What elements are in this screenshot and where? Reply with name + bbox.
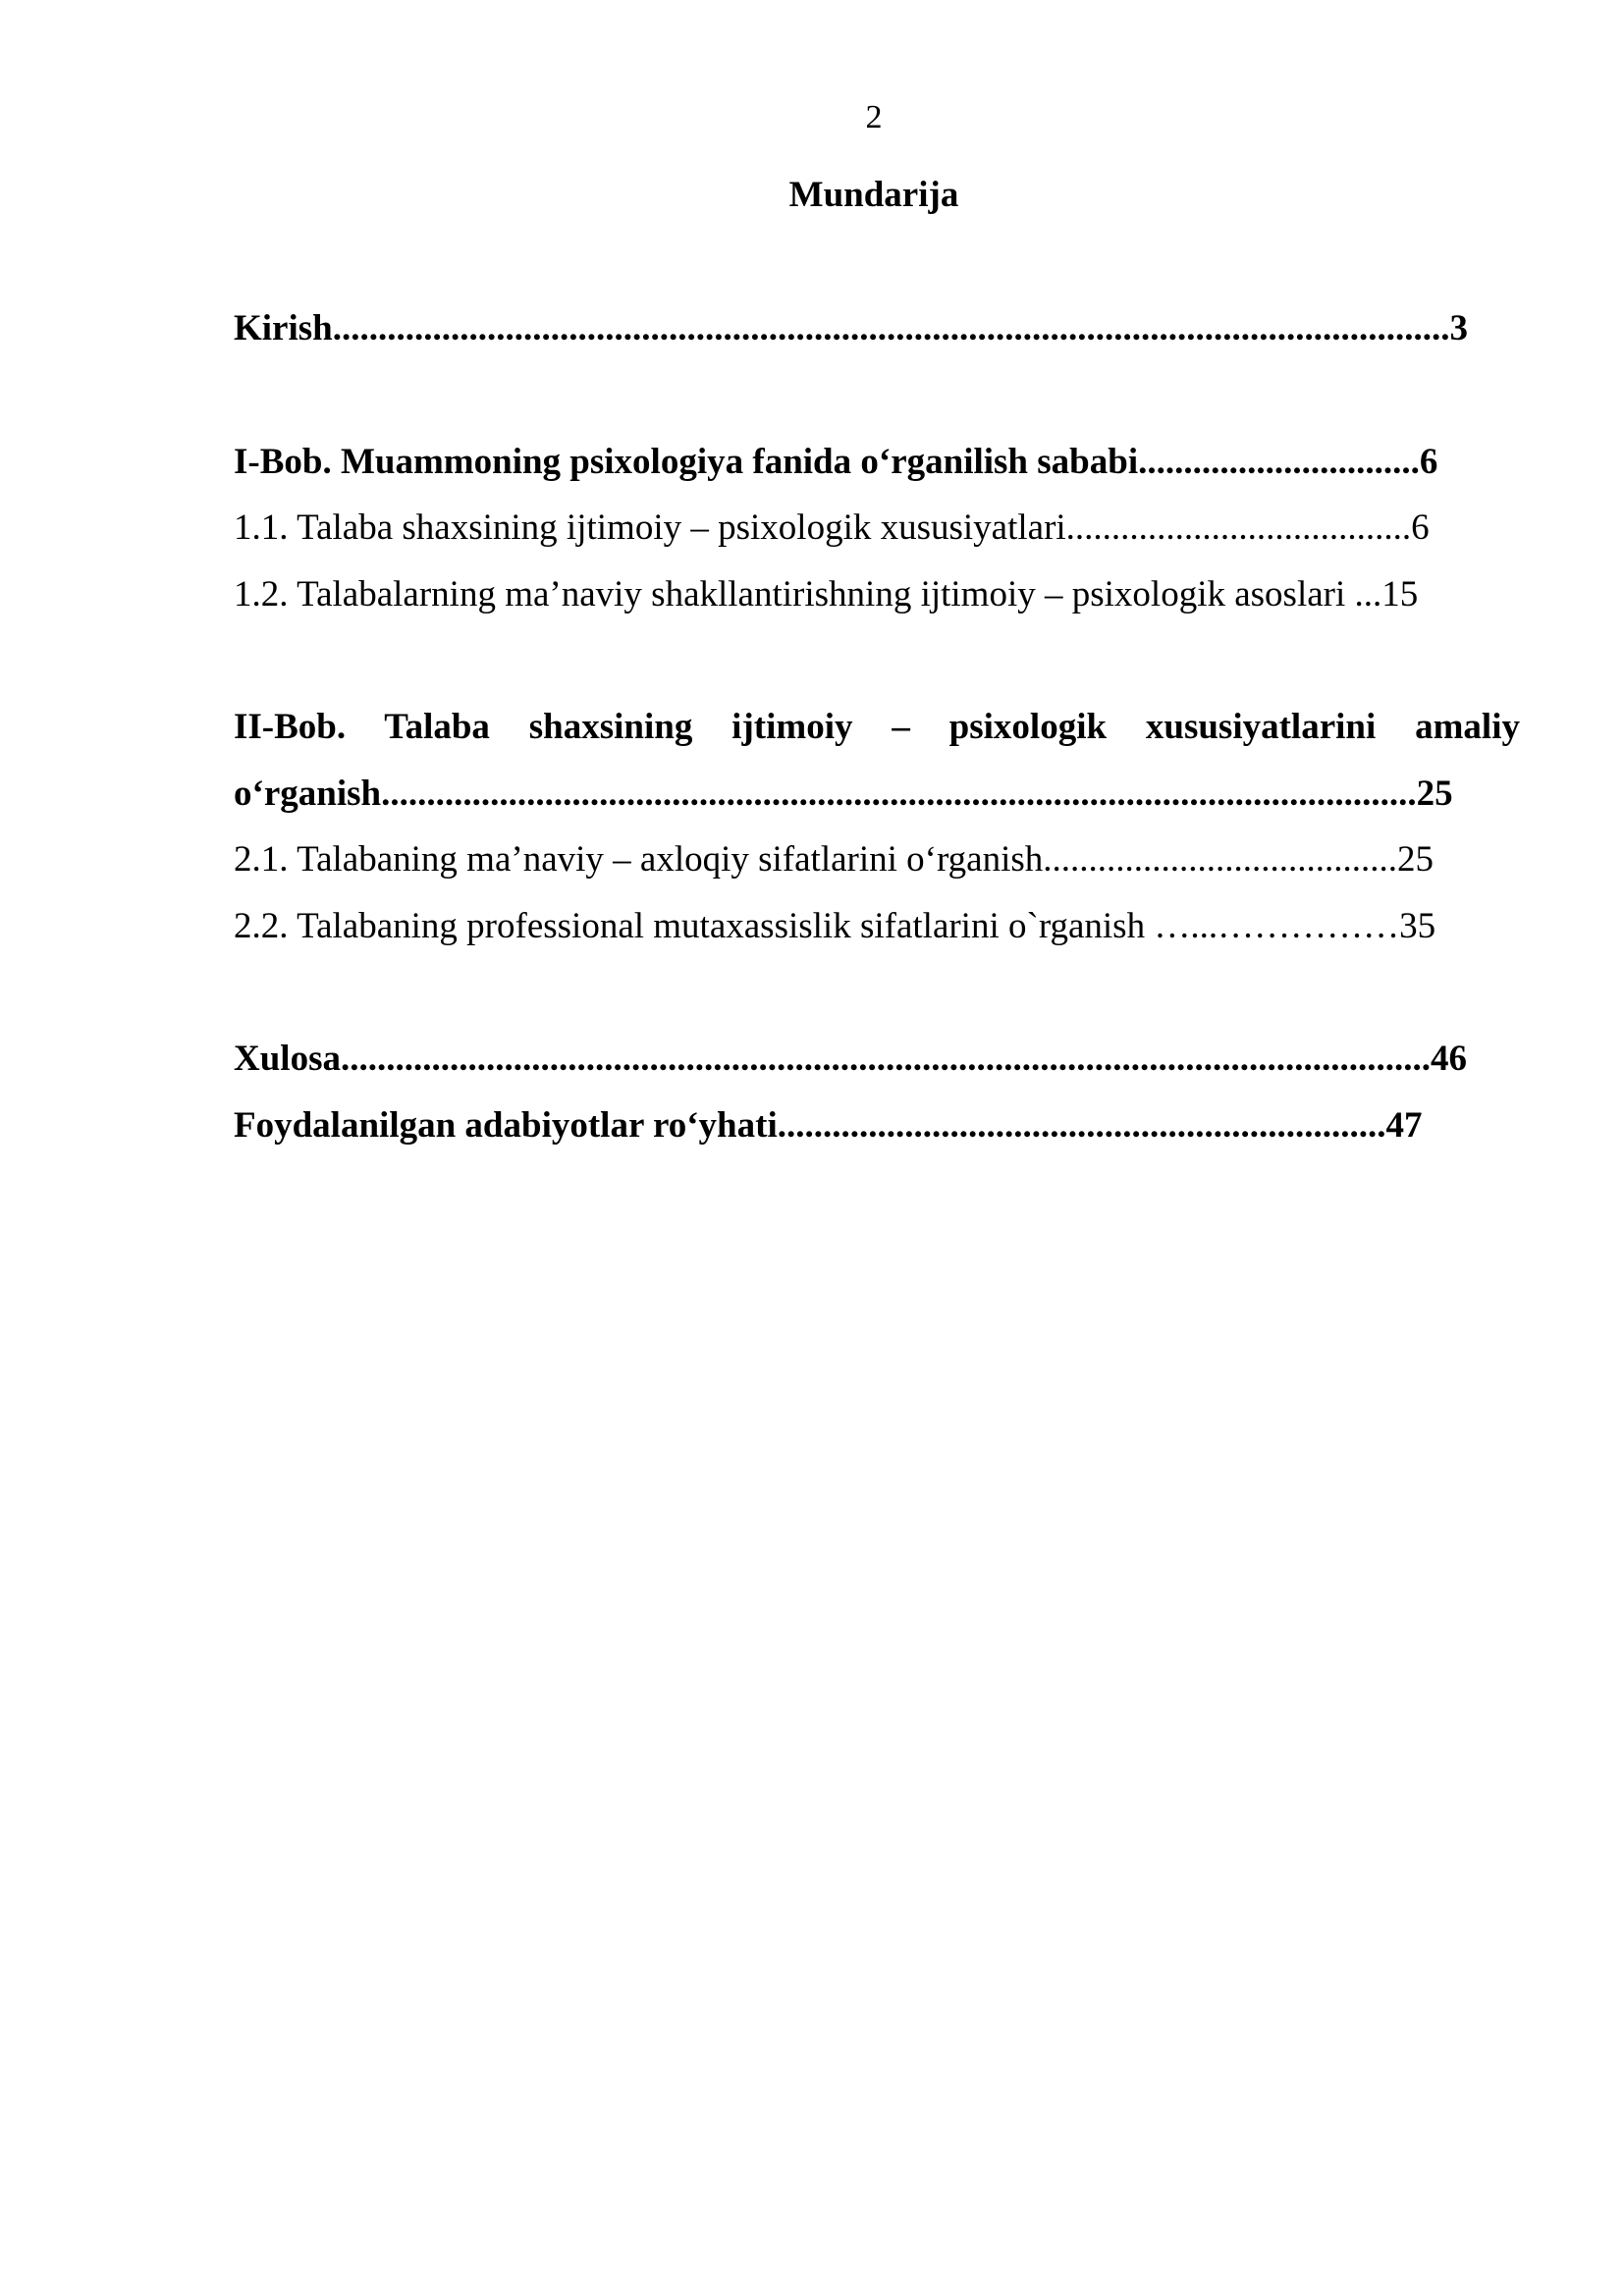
- toc-entry-chapter-2-line-1: II-Bob. Talaba shaxsining ijtimoiy – psixologik xususiyatlarini amaliy: [234, 707, 1520, 747]
- toc-entry-references: Foydalanilgan adabiyotlar ro‘yhati...................................................................47: [234, 1105, 1423, 1146]
- toc-entry-section-1-1: 1.1. Talaba shaxsining ijtimoiy – psixologik xususiyatlari......................................6: [234, 507, 1430, 548]
- toc-entry-section-2-2: 2.2. Talabaning professional mutaxassislik sifatlarini o`rganish …...……………35: [234, 906, 1436, 946]
- toc-entry-kirish: Kirish...........................................................................................................................3: [234, 308, 1468, 348]
- page-number: 2: [865, 99, 883, 135]
- toc-entry-section-1-2: 1.2. Talabalarning ma’naviy shakllantirishning ijtimoiy – psixologik asoslari ...15: [234, 574, 1419, 614]
- toc-entry-chapter-2-line-2: o‘rganish..................................................................................................................25: [234, 774, 1453, 814]
- toc-entry-xulosa: Xulosa........................................................................................................................46: [234, 1039, 1467, 1079]
- toc-entry-section-2-1: 2.1. Talabaning ma’naviy – axloqiy sifatlarini o‘rganish.......................................25: [234, 839, 1434, 880]
- toc-entry-chapter-1: I-Bob. Muammoning psixologiya fanida o‘rganilish sababi...............................6: [234, 442, 1438, 482]
- page-title: Mundarija: [788, 175, 959, 215]
